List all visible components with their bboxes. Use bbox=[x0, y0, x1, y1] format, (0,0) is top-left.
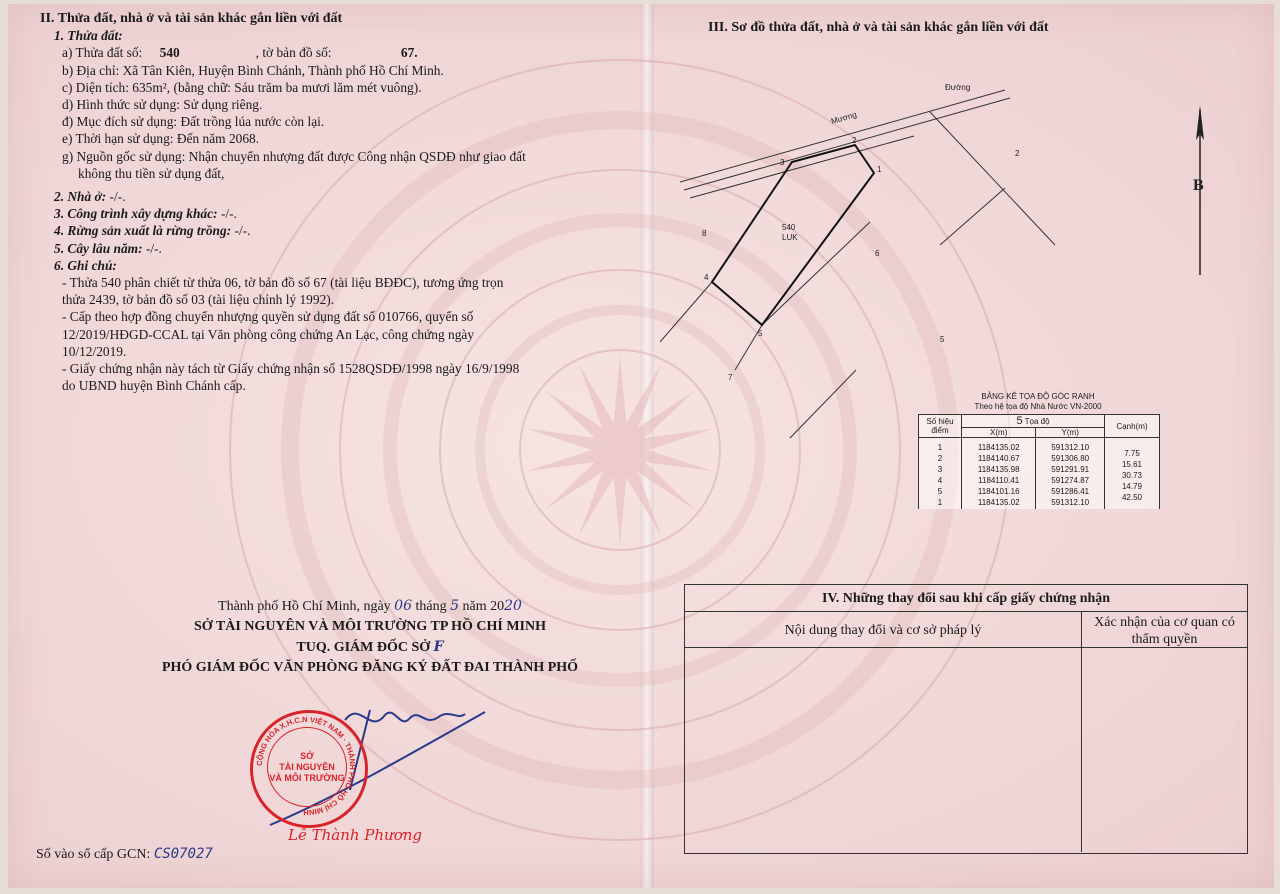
address-line: b) Địa chỉ: Xã Tân Kiên, Huyện Bình Chánh, Thành phố Hồ Chí Minh. bbox=[62, 62, 444, 78]
house-line: 2. Nhà ở: -/-. bbox=[54, 189, 126, 205]
changes-confirmation-header: Xác nhận của cơ quan có thẩm quyền bbox=[1082, 612, 1247, 648]
parcel-number: 540 bbox=[159, 45, 180, 61]
note-line: - Cấp theo hợp đồng chuyển nhượng quyền sử dụng đất số 010766, quyển số bbox=[62, 309, 474, 325]
usage-purpose-line: đ) Mục đích sử dụng: Đất trồng lúa nước còn lại. bbox=[62, 114, 325, 130]
origin-line-2: không thu tiền sử dụng đất, bbox=[78, 165, 225, 181]
forest-line: 4. Rừng sản xuất là rừng trồng: -/-. bbox=[54, 223, 251, 239]
point-cells: 1 2 3 4 5 1 bbox=[919, 438, 962, 510]
year-handwritten: 20 bbox=[504, 598, 522, 614]
neighbor-label: 7 bbox=[728, 373, 733, 382]
note-line: - Giấy chứng nhận này tách từ Giấy chứng nhận số 1528QSDĐ/1998 ngày 16/9/1998 bbox=[62, 361, 520, 377]
issuing-department: SỞ TÀI NGUYÊN VÀ MÔI TRƯỜNG TP HỒ CHÍ MINH bbox=[194, 619, 546, 634]
north-letter: B bbox=[1193, 177, 1204, 194]
signature-block bbox=[100, 596, 640, 678]
changes-content-header: Nội dung thay đổi và cơ sở pháp lý bbox=[685, 612, 1081, 648]
deputy-title: PHÓ GIÁM ĐỐC VĂN PHÒNG ĐĂNG KÝ ĐẤT ĐAI THÀNH PHỐ bbox=[161, 660, 579, 675]
neighbor-label: 6 bbox=[875, 249, 880, 258]
svg-text:CỘNG HÒA X.H.C.N VIỆT NAM · TH: CỘNG HÒA X.H.C.N VIỆT NAM · THÀNH PHỐ HỒ CHÍ MINH bbox=[254, 714, 358, 818]
official-red-stamp bbox=[250, 710, 368, 828]
note-line: - Thửa 540 phân chiết từ thửa 06, tờ bản đồ số 67 (tài liệu BĐĐC), tương ứng trọn bbox=[62, 275, 504, 291]
neighbor-label: 2 bbox=[1015, 149, 1020, 158]
col-y: Y(m) bbox=[1036, 428, 1105, 438]
road-edge bbox=[680, 90, 1005, 182]
vertex-label: 4 bbox=[704, 273, 709, 282]
parcel-number-line: a) Thửa đất số: 540 , tờ bản đồ số: 67. bbox=[62, 45, 418, 61]
note-line: 10/12/2019. bbox=[62, 343, 127, 359]
x-cells: 1184135.02 1184140.67 1184135.98 1184110.41 1184101.16 1184135.02 bbox=[962, 438, 1036, 510]
canal-label: Mương bbox=[830, 110, 858, 126]
page-fold bbox=[640, 4, 654, 888]
section-ii-title: II. Thửa đất, nhà ở và tài sản khác gắn liền với đất bbox=[40, 11, 343, 26]
col-x: X(m) bbox=[962, 428, 1036, 438]
y-cells: 591312.10 591306.80 591291.91 591274.87 591286.41 591312.10 bbox=[1036, 438, 1105, 510]
section-iv-title: IV. Những thay đổi sau khi cấp giấy chứng nhận bbox=[685, 585, 1247, 612]
edge-cells: 7.75 15.61 30.73 14.79 42.50 bbox=[1105, 438, 1160, 510]
place-date: Thành phố Hồ Chí Minh, ngày 06 tháng 5 năm 2020 bbox=[218, 598, 522, 614]
changes-content-column bbox=[685, 612, 1082, 852]
neighbor-label: 8 bbox=[702, 229, 707, 238]
vertex-label: 1 bbox=[877, 165, 882, 174]
parcel-type-label: LUK bbox=[782, 233, 798, 242]
map-sheet-number: 67. bbox=[400, 45, 418, 61]
construction-line: 3. Công trình xây dựng khác: -/-. bbox=[54, 206, 237, 222]
coordinate-table-title: BẢNG KÊ TỌA ĐỘ GÓC RANH bbox=[981, 392, 1095, 401]
coordinate-table-block bbox=[918, 392, 1160, 509]
changes-table bbox=[684, 584, 1248, 854]
coordinate-table-subtitle: Theo hệ tọa độ Nhà Nước VN-2000 bbox=[974, 402, 1102, 411]
col-coord: 5 Tọa độ bbox=[962, 415, 1105, 428]
day-handwritten: 06 bbox=[394, 598, 412, 614]
usage-form-line: d) Hình thức sử dụng: Sử dụng riêng. bbox=[62, 97, 263, 113]
signer-name: Lê Thành Phương bbox=[288, 826, 423, 844]
vertex-label: 5 bbox=[758, 329, 763, 338]
gcn-registry: Số vào sổ cấp GCN: CS07027 bbox=[36, 846, 213, 862]
north-arrow-icon bbox=[1188, 100, 1212, 280]
left-page bbox=[40, 10, 630, 394]
parcel-number-label: 540 bbox=[782, 223, 796, 232]
col-point: Số hiệu điểm bbox=[919, 415, 962, 438]
changes-confirmation-column bbox=[1082, 612, 1247, 852]
note-line: thửa 2439, tờ bản đồ số 03 (tài liệu chỉnh lý 1992). bbox=[62, 292, 335, 308]
origin-line: g) Nguồn gốc sử dụng: Nhận chuyển nhượng đất được Công nhận QSDĐ như giao đất bbox=[62, 148, 526, 164]
vertex-label: 2 bbox=[852, 136, 857, 145]
trees-line: 5. Cây lâu năm: -/-. bbox=[54, 240, 162, 256]
authorization-line: TUQ. GIÁM ĐỐC SỞ F bbox=[296, 639, 444, 655]
gcn-number: CS07027 bbox=[153, 846, 213, 862]
area-line: c) Diện tích: 635m², (bằng chữ: Sáu trăm ba mươi lăm mét vuông). bbox=[62, 79, 422, 95]
note-line: do UBND huyện Bình Chánh cấp. bbox=[62, 378, 246, 394]
stamp-center: SỞ TÀI NGUYÊN VÀ MÔI TRƯỜNG bbox=[267, 727, 347, 807]
coordinate-table bbox=[918, 414, 1160, 509]
road-label: Đường bbox=[945, 83, 971, 92]
land-heading: 1. Thửa đất: bbox=[54, 28, 123, 44]
col-edge: Cạnh(m) bbox=[1105, 415, 1160, 438]
month-handwritten: 5 bbox=[450, 598, 460, 614]
notes-heading: 6. Ghi chú: bbox=[54, 257, 117, 273]
usage-term-line: e) Thời hạn sử dụng: Đến năm 2068. bbox=[62, 131, 260, 147]
neighbor-label: 5 bbox=[940, 335, 945, 344]
note-line: 12/2019/HĐGD-CCAL tại Văn phòng công chứng An Lạc, công chứng ngày bbox=[62, 326, 475, 342]
section-iii-title: III. Sơ đồ thửa đất, nhà ở và tài sản khác gắn liền với đất bbox=[708, 20, 1049, 35]
vertex-label: 3 bbox=[780, 158, 785, 167]
